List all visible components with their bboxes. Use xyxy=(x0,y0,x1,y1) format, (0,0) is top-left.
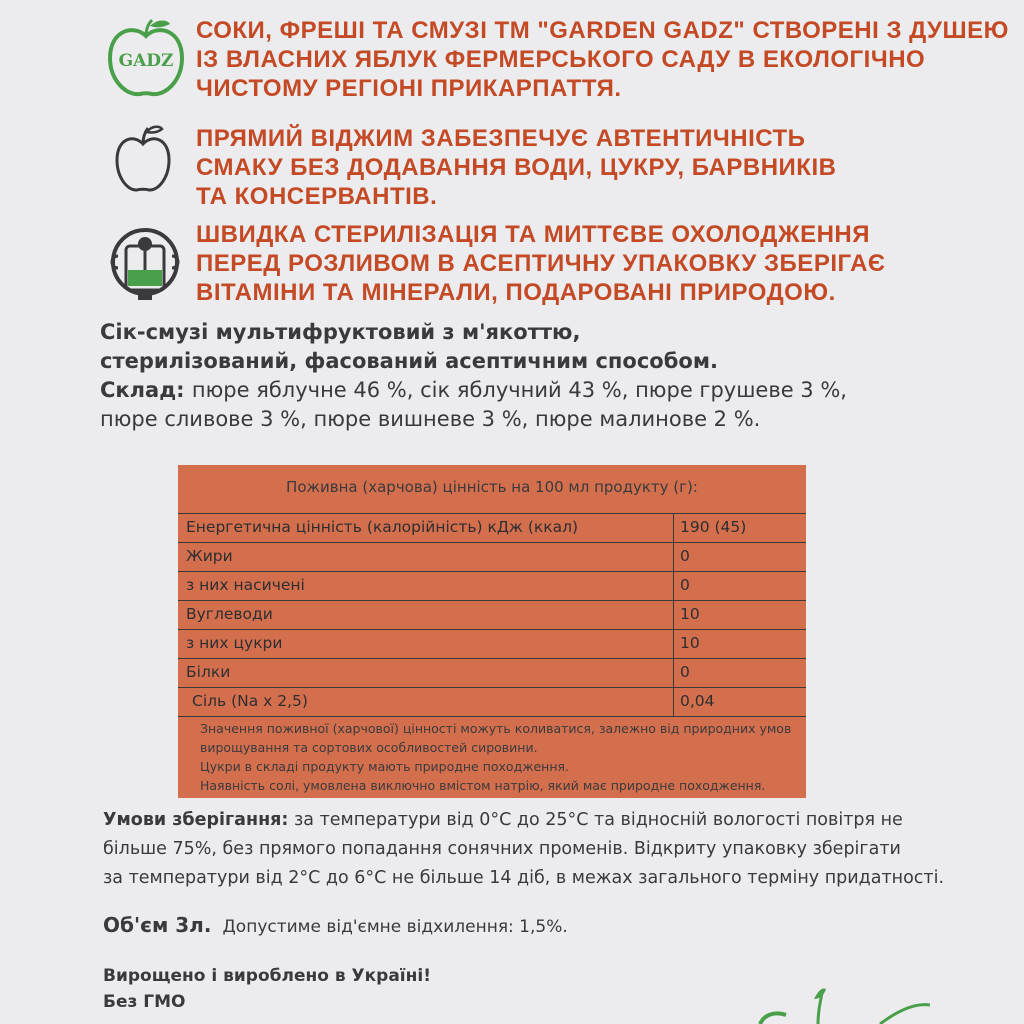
nutrient-value: 0 xyxy=(680,547,690,565)
feature-line: ПРЯМИЙ ВІДЖИМ ЗАБЕЗПЕЧУЄ АВТЕНТИЧНІСТЬ xyxy=(196,125,806,152)
composition-text: пюре сливове 3 %, пюре вишневе 3 %, пюре малинове 2 %. xyxy=(100,407,761,431)
note-line: Цукри в складі продукту мають природне походження. xyxy=(200,759,570,774)
volume-tolerance: Допустиме від'ємне відхилення: 1,5%. xyxy=(222,917,568,937)
logo-text: GADZ xyxy=(118,51,174,71)
feature-line: ТА КОНСЕРВАНТІВ. xyxy=(196,183,438,210)
nutrient-label: Сіль (Na x 2,5) xyxy=(192,692,308,710)
origin-text: Вирощено і вироблено в Україні! xyxy=(103,966,431,986)
table-cell-label xyxy=(178,543,674,572)
table-cell-label xyxy=(178,659,674,688)
feature-line: СОКИ, ФРЕШІ ТА СМУЗІ ТМ "GARDEN GADZ" СТВОРЕНІ З ДУШЕЮ xyxy=(196,17,1009,44)
storage-label: Умови зберігання: xyxy=(103,810,289,830)
nutrient-label: з них цукри xyxy=(186,634,283,652)
nutrient-value: 190 (45) xyxy=(680,518,747,536)
table-row xyxy=(178,542,806,572)
table-row xyxy=(178,658,806,688)
nutrient-value: 0 xyxy=(680,576,690,594)
feature-line: СМАКУ БЕЗ ДОДАВАННЯ ВОДИ, ЦУКРУ, БАРВНИКІВ xyxy=(196,154,837,181)
leaf-icon xyxy=(730,985,930,1024)
description-line: стерилізований, фасований асептичним способом. xyxy=(100,349,718,373)
volume-info xyxy=(103,913,568,937)
feature-line: ШВИДКА СТЕРИЛІЗАЦІЯ ТА МИТТЄВЕ ОХОЛОДЖЕННЯ xyxy=(196,221,871,248)
nutrient-label: Енергетична цінність (калорійність) кДж (ккал) xyxy=(186,518,579,536)
description-line: Сік-смузі мультифруктовий з м'якоттю, xyxy=(100,320,581,344)
feature-line: ПЕРЕД РОЗЛИВОМ В АСЕПТИЧНУ УПАКОВКУ ЗБЕРІГАЄ xyxy=(196,250,886,277)
feature-line: ІЗ ВЛАСНИХ ЯБЛУК ФЕРМЕРСЬКОГО САДУ В ЕКОЛОГІЧНО xyxy=(196,46,926,73)
nutrient-label: Вуглеводи xyxy=(186,605,273,623)
nutrient-label: з них насичені xyxy=(186,576,305,594)
feature-text xyxy=(196,220,886,307)
feature-line: ВІТАМІНИ ТА МІНЕРАЛИ, ПОДАРОВАНІ ПРИРОДОЮ. xyxy=(196,279,836,306)
feature-text xyxy=(196,124,836,211)
storage-text: за температури від 2°С до 6°С не більше 14 діб, в межах загального терміну придатності. xyxy=(103,868,945,888)
table-row xyxy=(178,600,806,630)
nutrient-value: 0 xyxy=(680,663,690,681)
apple-icon xyxy=(114,124,172,194)
feature-text xyxy=(196,16,1009,103)
composition-label: Склад: xyxy=(100,378,185,402)
storage-conditions xyxy=(103,806,1018,893)
sterilization-tank-icon xyxy=(104,224,186,306)
nutrition-notes xyxy=(178,716,806,799)
volume-label: Об'єм 3л. xyxy=(103,913,212,937)
nutrient-label: Жири xyxy=(186,547,233,565)
storage-text: за температури від 0°С до 25°С та відносній вологості повітря не xyxy=(293,810,903,830)
product-description xyxy=(100,318,1020,434)
storage-text: більше 75%, без прямого попадання сонячних променів. Відкриту упаковку зберігати xyxy=(103,839,901,859)
table-row xyxy=(178,687,806,717)
gmo-text: Без ГМО xyxy=(103,992,186,1012)
gadz-apple-logo xyxy=(104,16,188,100)
feature-line: ЧИСТОМУ РЕГІОНІ ПРИКАРПАТТЯ. xyxy=(196,75,622,102)
table-row xyxy=(178,629,806,659)
nutrient-value: 10 xyxy=(680,634,700,652)
nutrient-value: 0,04 xyxy=(680,692,715,710)
table-row xyxy=(178,571,806,601)
nutrient-value: 10 xyxy=(680,605,700,623)
note-line: вирощування та сортових особливостей сировини. xyxy=(200,740,538,755)
nutrition-header: Поживна (харчова) цінність на 100 мл продукту (г): xyxy=(286,478,698,496)
composition-text: пюре яблучне 46 %, сік яблучний 43 %, пюре грушеве 3 %, xyxy=(191,378,847,402)
note-line: Значення поживної (харчової) цінності можуть коливатися, залежно від природних умов xyxy=(200,721,792,736)
note-line: Наявність солі, умовлена виключно вмістом натрію, який має природне походження. xyxy=(200,778,766,793)
table-row xyxy=(178,513,806,543)
nutrient-label: Білки xyxy=(186,663,231,681)
